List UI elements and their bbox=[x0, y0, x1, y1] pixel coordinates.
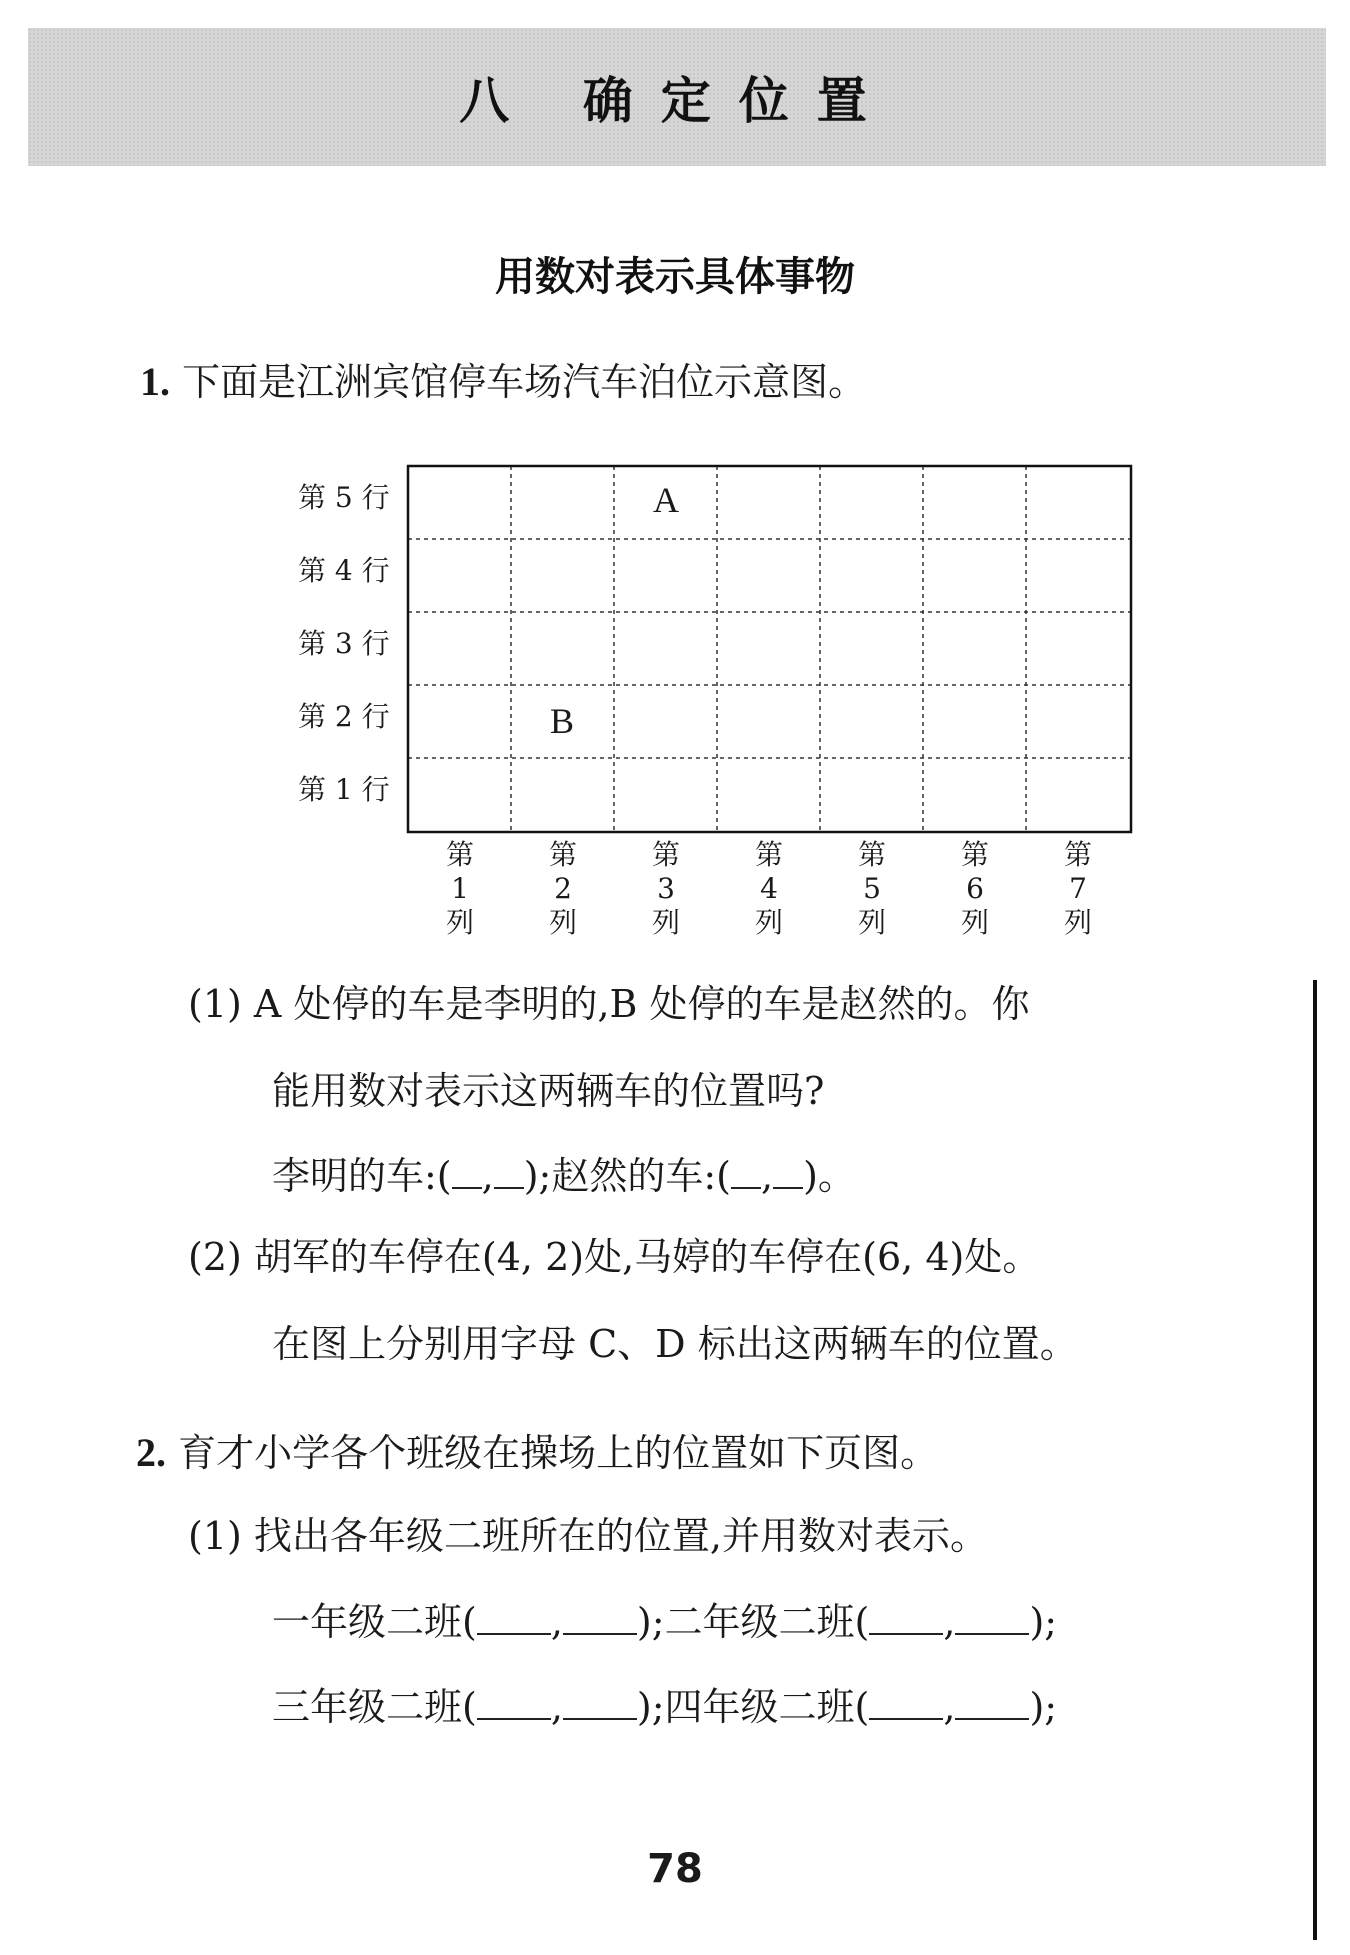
question-2 bbox=[136, 1430, 939, 1475]
col-label-4: 第 4 列 bbox=[754, 838, 783, 939]
answer-blank[interactable] bbox=[955, 1633, 1029, 1635]
answer-blank[interactable] bbox=[563, 1718, 637, 1720]
sub-question-number: (2) bbox=[188, 1235, 242, 1279]
col-label-5: 第 5 列 bbox=[857, 838, 886, 939]
col-label-7: 第 7 列 bbox=[1063, 838, 1092, 939]
sub-question-text: 找出各年级二班所在的位置,并用数对表示。 bbox=[253, 1514, 989, 1558]
answer-blank[interactable] bbox=[955, 1718, 1029, 1720]
scan-edge-line bbox=[1313, 980, 1317, 1940]
q2-sub1-answer-line1: 一年级二班( , );二年级二班( , ); bbox=[272, 1600, 1058, 1644]
row-label-5: 第 5 行 bbox=[298, 481, 390, 514]
answer-blank[interactable] bbox=[563, 1633, 637, 1635]
marker-a: A bbox=[653, 480, 679, 520]
answer-blank[interactable] bbox=[477, 1633, 551, 1635]
sub-question-number: (1) bbox=[188, 982, 242, 1026]
q1-sub2-line1 bbox=[188, 1235, 1041, 1279]
section-title: 用数对表示具体事物 bbox=[495, 254, 855, 300]
q1-sub1-answer-line: 李明的车:( , );赵然的车:( , )。 bbox=[272, 1154, 856, 1198]
answer-blank[interactable] bbox=[452, 1187, 482, 1189]
question-number: 1. bbox=[140, 359, 170, 404]
sub-question-text: A 处停的车是李明的,B 处停的车是赵然的。你 bbox=[253, 982, 1030, 1026]
q1-sub1-line2: 能用数对表示这两辆车的位置吗? bbox=[272, 1069, 825, 1113]
col-label-2: 第 2 列 bbox=[548, 838, 577, 939]
question-text: 育才小学各个班级在操场上的位置如下页图。 bbox=[178, 1431, 939, 1475]
row-label-2: 第 2 行 bbox=[298, 700, 390, 733]
q1-sub1-line1 bbox=[188, 982, 1030, 1026]
answer-blank[interactable] bbox=[773, 1187, 803, 1189]
row-label-4: 第 4 行 bbox=[298, 554, 390, 587]
q2-sub1-line1 bbox=[188, 1514, 989, 1558]
col-label-1: 第 1 列 bbox=[445, 838, 474, 939]
answer-blank[interactable] bbox=[731, 1187, 761, 1189]
answer-blank[interactable] bbox=[869, 1718, 943, 1720]
row-label-3: 第 3 行 bbox=[298, 627, 390, 660]
sub-question-number: (1) bbox=[188, 1514, 242, 1558]
q1-sub2-line2: 在图上分别用字母 C、D 标出这两辆车的位置。 bbox=[272, 1322, 1078, 1366]
row-label-1: 第 1 行 bbox=[298, 773, 390, 806]
sub-question-text: 胡军的车停在(4, 2)处,马婷的车停在(6, 4)处。 bbox=[253, 1235, 1041, 1279]
question-number: 2. bbox=[136, 1430, 166, 1475]
marker-b: B bbox=[550, 701, 575, 741]
question-text: 下面是江洲宾馆停车场汽车泊位示意图。 bbox=[182, 360, 867, 404]
col-label-3: 第 3 列 bbox=[651, 838, 680, 939]
page-number: 78 bbox=[647, 1846, 703, 1892]
col-label-6: 第 6 列 bbox=[960, 838, 989, 939]
answer-blank[interactable] bbox=[477, 1718, 551, 1720]
q2-sub1-answer-line2: 三年级二班( , );四年级二班( , ); bbox=[272, 1685, 1058, 1729]
answer-blank[interactable] bbox=[494, 1187, 524, 1189]
chapter-title: 八 确定位置 bbox=[459, 72, 895, 130]
answer-blank[interactable] bbox=[869, 1633, 943, 1635]
grid-border bbox=[408, 466, 1131, 832]
